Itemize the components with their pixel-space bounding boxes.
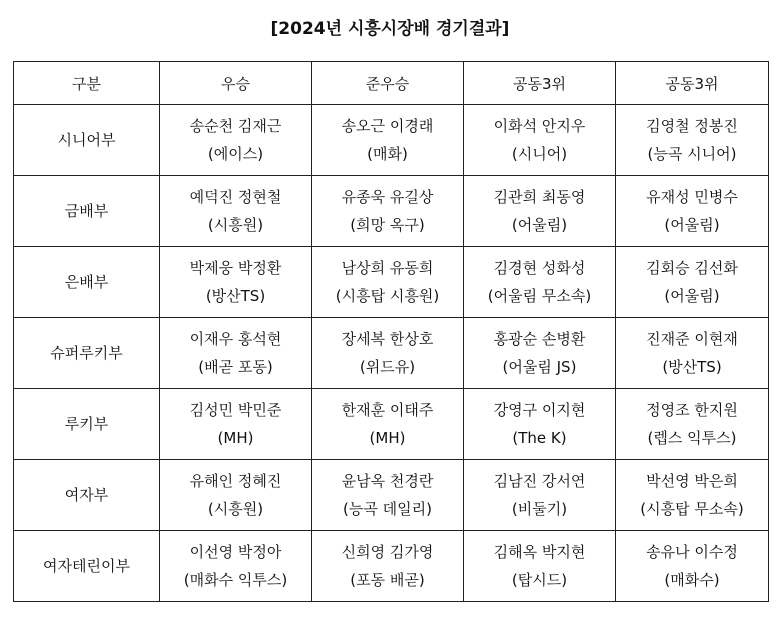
document-title: [2024년 시흥시장배 경기결과] (270, 19, 510, 39)
team-name: (매화수) (664, 571, 720, 589)
joint-third-b-cell (616, 318, 769, 389)
runner-up-cell (312, 176, 464, 247)
joint-third-a-cell (464, 318, 616, 389)
joint-third-b-cell (616, 389, 769, 460)
joint-third-b-cell (616, 105, 769, 176)
player-names: 김해옥 박지현 (493, 543, 586, 561)
runner-up-cell (312, 318, 464, 389)
joint-third-a-cell (464, 389, 616, 460)
joint-third-a-cell (464, 531, 616, 602)
runner-up-cell (312, 460, 464, 531)
team-name: (어울림 JS) (502, 358, 577, 376)
player-names: 이선영 박정아 (189, 543, 282, 561)
header-winner: 우승 (160, 62, 312, 105)
joint-third-a-cell (464, 247, 616, 318)
team-name: (포동 배곧) (350, 571, 425, 589)
winner-cell (160, 247, 312, 318)
player-names: 송유나 이수정 (646, 543, 738, 561)
winner-cell (160, 105, 312, 176)
team-name: (어울림) (664, 287, 720, 305)
team-name: (방산TS) (662, 358, 722, 376)
header-division: 구분 (14, 62, 160, 105)
team-name: (능곡 시니어) (647, 145, 737, 163)
team-name: (매화수 익투스) (183, 571, 288, 589)
joint-third-b-cell (616, 247, 769, 318)
player-names: 홍광순 손병환 (493, 330, 586, 348)
team-name: (에이스) (207, 145, 264, 163)
team-name: (어울림) (511, 216, 568, 234)
winner-cell (160, 318, 312, 389)
team-name: (어울림 무소속) (487, 287, 592, 305)
table-row (14, 460, 769, 531)
team-name: (시흥탑 시흥원) (335, 287, 440, 305)
joint-third-a-cell (464, 176, 616, 247)
runner-up-cell (312, 105, 464, 176)
team-name: (비둘기) (511, 500, 568, 518)
joint-third-a-cell (464, 105, 616, 176)
joint-third-b-cell (616, 176, 769, 247)
player-names: 유종욱 유길상 (341, 188, 434, 206)
table-row (14, 247, 769, 318)
header-joint-third-b: 공동3위 (616, 62, 769, 105)
player-names: 김경현 성화성 (493, 259, 586, 277)
table-row (14, 176, 769, 247)
player-names: 예덕진 정현철 (189, 188, 282, 206)
header-runner-up: 준우승 (312, 62, 464, 105)
joint-third-a-cell (464, 460, 616, 531)
winner-cell (160, 460, 312, 531)
team-name: (The K) (512, 429, 567, 447)
player-names: 송오근 이경래 (341, 117, 434, 135)
player-names: 김관희 최동영 (493, 188, 586, 206)
winner-cell (160, 389, 312, 460)
team-name: (시니어) (511, 145, 568, 163)
results-body (14, 105, 769, 602)
team-name: (시흥원) (207, 500, 264, 518)
division-cell: 여자테린이부 (14, 531, 160, 602)
team-name: (렙스 익투스) (647, 429, 737, 447)
header-row (14, 62, 769, 105)
player-names: 진재준 이현재 (646, 330, 738, 348)
division-cell: 은배부 (14, 247, 160, 318)
division-cell: 루키부 (14, 389, 160, 460)
team-name: (매화) (367, 145, 408, 163)
results-table (13, 61, 769, 602)
player-names: 송순천 김재근 (189, 117, 282, 135)
player-names: 김성민 박민준 (189, 401, 282, 419)
player-names: 박선영 박은희 (646, 472, 738, 490)
player-names: 장세복 한상호 (341, 330, 434, 348)
player-names: 김영철 정봉진 (646, 117, 738, 135)
table-row (14, 531, 769, 602)
team-name: (시흥원) (207, 216, 264, 234)
player-names: 신희영 김가영 (341, 543, 434, 561)
player-names: 남상희 유동희 (341, 259, 434, 277)
player-names: 김남진 강서연 (493, 472, 586, 490)
table-row (14, 318, 769, 389)
team-name: (위드유) (359, 358, 416, 376)
player-names: 박제웅 박정환 (189, 259, 282, 277)
division-cell: 시니어부 (14, 105, 160, 176)
player-names: 이재우 홍석현 (189, 330, 282, 348)
team-name: (방산TS) (205, 287, 266, 305)
header-joint-third-a: 공동3위 (464, 62, 616, 105)
team-name: (MH) (369, 429, 406, 447)
joint-third-b-cell (616, 460, 769, 531)
player-names: 윤남옥 천경란 (341, 472, 434, 490)
runner-up-cell (312, 531, 464, 602)
runner-up-cell (312, 389, 464, 460)
runner-up-cell (312, 247, 464, 318)
joint-third-b-cell (616, 531, 769, 602)
player-names: 김회승 김선화 (646, 259, 738, 277)
team-name: (탑시드) (511, 571, 568, 589)
team-name: (MH) (217, 429, 254, 447)
player-names: 유재성 민병수 (646, 188, 738, 206)
winner-cell (160, 531, 312, 602)
team-name: (배곧 포동) (198, 358, 273, 376)
division-cell: 여자부 (14, 460, 160, 531)
player-names: 강영구 이지현 (493, 401, 586, 419)
team-name: (희망 옥구) (350, 216, 425, 234)
team-name: (능곡 데일리) (343, 500, 432, 518)
division-cell: 슈퍼루키부 (14, 318, 160, 389)
player-names: 정영조 한지원 (646, 401, 738, 419)
table-row (14, 389, 769, 460)
player-names: 유해인 정혜진 (189, 472, 282, 490)
division-cell: 금배부 (14, 176, 160, 247)
team-name: (시흥탑 무소속) (640, 500, 744, 518)
winner-cell (160, 176, 312, 247)
team-name: (어울림) (664, 216, 720, 234)
table-row (14, 105, 769, 176)
player-names: 이화석 안지우 (493, 117, 586, 135)
player-names: 한재훈 이태주 (341, 401, 434, 419)
